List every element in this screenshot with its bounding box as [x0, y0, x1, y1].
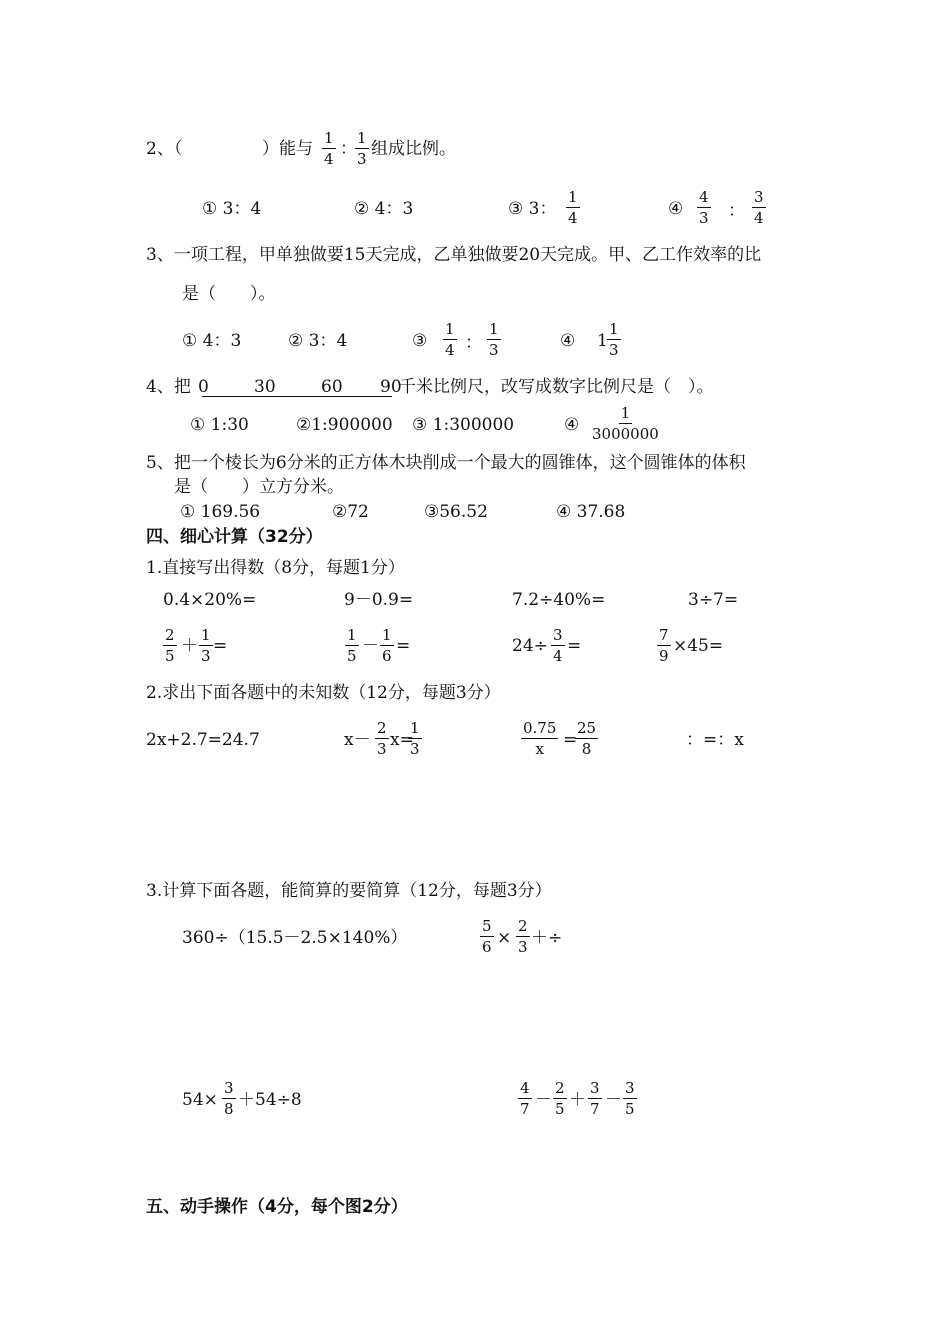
calc-2: 9－0.9=: [344, 590, 414, 610]
numerator: 1: [347, 626, 357, 644]
numerator: 1: [324, 129, 334, 147]
denominator: 3: [609, 341, 619, 359]
q2-option-3-fraction: [566, 190, 580, 226]
section-4-title: 四、细心计算（32分）: [146, 527, 323, 547]
denominator: 7: [590, 1100, 600, 1118]
denominator: 3: [357, 150, 367, 168]
denominator: 6: [482, 938, 492, 956]
numerator: 2: [518, 917, 528, 935]
expression-4-operator-3: －: [605, 1090, 622, 1110]
denominator: 6: [382, 647, 392, 665]
numerator: 3: [590, 1079, 600, 1097]
denominator: 5: [165, 647, 175, 665]
q3-option-4-fraction: [607, 322, 621, 358]
q4-option-4: ④: [564, 415, 580, 435]
q2-stem-a: 2、（: [146, 139, 183, 159]
scale-label-0: 0: [198, 377, 209, 397]
calc-6-fraction-b: [380, 628, 394, 664]
numerator: 2: [555, 1079, 565, 1097]
denominator: 3: [377, 740, 387, 758]
q3-option-3-colon: ：: [465, 333, 482, 353]
denominator: 5: [347, 647, 357, 665]
numerator: 1: [620, 404, 631, 422]
denominator: 7: [520, 1100, 530, 1118]
numerator: 2: [165, 626, 175, 644]
q3-option-2: ② 3：4: [288, 331, 348, 351]
scale-label-30: 30: [254, 377, 276, 397]
calc-3: 7.2÷40%=: [512, 590, 606, 610]
numerator: 1: [568, 188, 578, 206]
q3-stem-line-1: 3、一项工程，甲单独做要15天完成，乙单独做要20天完成。甲、乙工作效率的比: [146, 245, 762, 265]
expression-2-fraction-b: [516, 919, 530, 955]
numerator: 3: [625, 1079, 635, 1097]
q2-fraction-b: [355, 131, 369, 167]
numerator: 3: [224, 1079, 234, 1097]
numerator: 1: [382, 626, 392, 644]
q4-stem-post: 千米比例尺，改写成数字比例尺是（ ）。: [399, 377, 714, 397]
denominator: 3: [410, 740, 420, 758]
scale-bar-line: [202, 396, 392, 397]
calc-4: 3÷7=: [688, 590, 739, 610]
calc-5-fraction-b: [199, 628, 213, 664]
numerator: 3: [754, 188, 764, 206]
numerator: 3: [553, 626, 563, 644]
numerator: 1: [489, 320, 499, 338]
q5-option-1: ① 169.56: [180, 502, 261, 522]
equation-3-fraction-a: [521, 721, 558, 757]
denominator: 8: [581, 740, 592, 758]
denominator: 4: [553, 647, 563, 665]
expression-4-fraction-2: [553, 1081, 567, 1117]
q4-option-3: ③ 1:300000: [412, 415, 515, 435]
numerator: 4: [699, 188, 709, 206]
expression-3-suffix: ＋54÷8: [238, 1090, 302, 1110]
q4-option-4-fraction: [592, 406, 659, 442]
calc-1: 0.4×20%=: [163, 590, 257, 610]
q5-option-4: ④ 37.68: [556, 502, 626, 522]
numerator: 5: [482, 917, 492, 935]
scale-label-90: 90: [380, 377, 402, 397]
q3-option-3-fraction-a: [443, 322, 457, 358]
expression-1: 360÷（15.5－2.5×140%）: [182, 928, 408, 948]
q2-option-3: ③ 3：: [508, 199, 557, 219]
q5-stem-line-1: 5、把一个棱长为6分米的正方体木块削成一个最大的圆锥体，这个圆锥体的体积: [146, 453, 746, 473]
q5-option-2: ②72: [332, 502, 369, 522]
denominator: 5: [555, 1100, 565, 1118]
calc-6-fraction-a: [345, 628, 359, 664]
expression-3-prefix: 54×: [182, 1090, 218, 1110]
expression-4-fraction-3: [588, 1081, 602, 1117]
expression-2-fraction-a: [480, 919, 494, 955]
numerator: 1: [357, 129, 367, 147]
q2-option-2: ② 4：3: [354, 199, 414, 219]
expression-2-suffix: ＋÷: [531, 928, 563, 948]
scale-label-60: 60: [321, 377, 343, 397]
section-5-title: 五、动手操作（4分，每个图2分）: [146, 1197, 408, 1217]
q2-fraction-a: [322, 131, 336, 167]
denominator: 4: [754, 209, 764, 227]
denominator: 4: [324, 150, 334, 168]
equation-2-prefix: x－: [344, 730, 371, 750]
equation-2-fraction-a: [375, 721, 389, 757]
denominator: 8: [224, 1100, 234, 1118]
q5-stem-line-2: 是（ ）立方分米。: [174, 477, 344, 497]
denominator: 4: [445, 341, 455, 359]
part-3-title: 3.计算下面各题，能简算的要简算（12分，每题3分）: [146, 881, 552, 901]
denominator: 5: [625, 1100, 635, 1118]
numerator: 25: [577, 719, 597, 737]
equation-2-middle: x=: [390, 730, 414, 750]
q5-option-3: ③56.52: [424, 502, 488, 522]
q2-stem-c: 组成比例。: [371, 139, 456, 159]
denominator: 3: [201, 647, 211, 665]
q3-option-3-fraction-b: [487, 322, 501, 358]
q3-option-1: ① 4：3: [182, 331, 242, 351]
q3-stem-line-2: 是（ ）。: [182, 284, 276, 304]
q4-option-2: ②1:900000: [296, 415, 393, 435]
q4-stem-pre: 4、把: [146, 377, 191, 397]
part-2-title: 2.求出下面各题中的未知数（12分，每题3分）: [146, 683, 501, 703]
numerator: 1: [201, 626, 211, 644]
numerator: 1: [609, 320, 619, 338]
denominator: 3000000: [592, 425, 659, 443]
denominator: 3: [518, 938, 528, 956]
q3-option-4-whole: 1: [597, 331, 608, 351]
calc-8-suffix: ×45=: [673, 636, 724, 656]
denominator: 4: [568, 209, 578, 227]
expression-4-fraction-4: [623, 1081, 637, 1117]
calc-5-equals: =: [213, 636, 228, 656]
calc-6-operator: －: [362, 636, 379, 656]
calc-5-fraction-a: [163, 628, 177, 664]
q2-option-4-fraction-b: [752, 190, 766, 226]
calc-8-fraction: [657, 628, 671, 664]
q2-option-4: ④: [668, 199, 684, 219]
expression-2-operator: ×: [497, 928, 512, 948]
expression-4-fraction-1: [518, 1081, 532, 1117]
q2-option-4-fraction-a: [697, 190, 711, 226]
calc-7-equals: =: [567, 636, 582, 656]
denominator: 3: [699, 209, 709, 227]
q2-colon: ：: [340, 139, 357, 159]
q3-option-4: ④: [560, 331, 576, 351]
q2-option-1: ① 3：4: [202, 199, 262, 219]
numerator: 1: [410, 719, 420, 737]
q4-option-1: ① 1:30: [190, 415, 249, 435]
q2-stem-b: ）能与: [262, 139, 313, 159]
expression-3-fraction: [222, 1081, 236, 1117]
numerator: 0.75: [523, 719, 557, 737]
numerator: 4: [520, 1079, 530, 1097]
expression-4-operator-1: －: [535, 1090, 552, 1110]
equation-3-fraction-b: [575, 721, 598, 757]
calc-7-fraction: [551, 628, 565, 664]
equation-4: ：=：x: [686, 730, 744, 750]
denominator: x: [535, 740, 544, 758]
numerator: 7: [659, 626, 669, 644]
q2-option-4-colon: ：: [728, 201, 745, 221]
numerator: 1: [445, 320, 455, 338]
equation-1: 2x+2.7=24.7: [146, 730, 260, 750]
part-1-title: 1.直接写出得数（8分，每题1分）: [146, 558, 405, 578]
expression-4-operator-2: ＋: [569, 1090, 586, 1110]
calc-7-prefix: 24÷: [512, 636, 548, 656]
denominator: 3: [489, 341, 499, 359]
numerator: 2: [377, 719, 387, 737]
calc-6-equals: =: [396, 636, 411, 656]
equation-3-equals: =: [563, 730, 578, 750]
q3-option-3: ③: [412, 331, 428, 351]
denominator: 9: [659, 647, 669, 665]
calc-5-operator: ＋: [181, 636, 198, 656]
equation-2-fraction-b: [408, 721, 422, 757]
